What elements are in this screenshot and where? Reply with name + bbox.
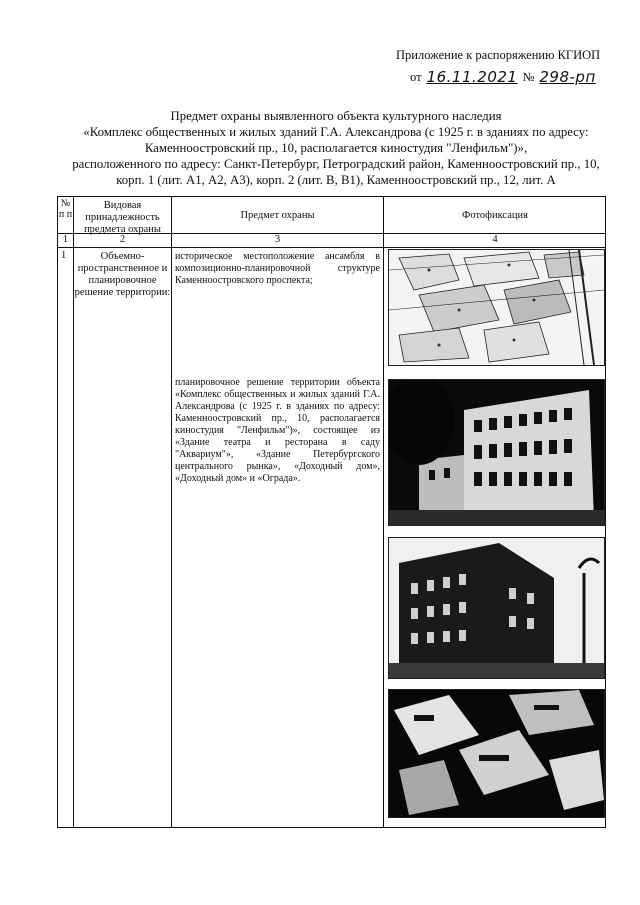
index-col-3: 3 [274,234,281,245]
index-row-divider [58,247,605,248]
building-corner-photo [388,537,605,679]
heading-line-4: расположенного по адресу: Санкт-Петербург, Петроградский район, Каменноостровский пр., 10, [72,157,600,171]
heading-line-2: «Комплекс общественных и жилых зданий Г.А. Александрова (с 1925 г. в зданиях по адресу: [83,125,589,139]
row-subject-location: историческое местоположение ансамбля в композиционно-планировочной структуре Каменноостровского проспекта; [175,251,380,286]
handwritten-number: 298-рп [539,68,596,86]
building-corner-graphic [389,538,604,678]
heading-line-1: Предмет охраны выявленного объекта культурного наследия [170,109,502,123]
aerial-view-photo [388,689,605,818]
cadastral-map-graphic [389,250,604,365]
building-street-graphic [389,380,604,525]
header-num-text: № п п [58,198,73,220]
header-subject: Предмет охраны [240,210,315,221]
row-subject-planning: планировочное решение территории объекта «Комплекс общественных и жилых зданий Г.А. Александрова (с 1925 г. в зданиях по адресу: Каменноостровский пр., 10, располагается киностудия "Ленфильм")», состоящее из «Здание театра и ресторана в саду "Аквариум"», «Здание Петербургского центрального рынка», «Доходный дом», «Доходный дом» и «Ограда». [175,377,380,484]
appendix-date-row [396,69,616,85]
appendix-title: Приложение к распоряжению КГИОП [396,48,601,62]
number-label: № [522,70,535,84]
handwritten-date: 16.11.2021 [426,68,518,86]
date-label: от [410,70,422,84]
heading-line-3: Каменноостровский пр., 10, располагается киностудия "Ленфильм")», [144,141,528,155]
index-col-2: 2 [119,234,126,245]
header-photo: Фотофиксация [462,210,528,221]
header-num [58,198,73,220]
index-col-4: 4 [492,234,498,245]
row-category: Объемно-пространственное и планировочное решение территории: [74,251,171,298]
appendix-block [396,47,616,85]
column-divider [171,197,172,827]
aerial-view-graphic [389,690,604,817]
header-category: Видовая принадлежность предмета охраны [84,200,161,235]
row-number: 1 [61,250,67,261]
protection-subject-table [57,196,606,828]
index-col-1: 1 [62,234,69,245]
cadastral-map-photo [388,249,605,366]
heading-line-5: корп. 1 (лит. А1, А2, А3), корп. 2 (лит. В, В1), Каменноостровский пр., 12, лит. А [116,173,556,187]
building-street-photo [388,379,605,526]
column-divider [383,197,384,827]
document-heading [60,108,612,188]
